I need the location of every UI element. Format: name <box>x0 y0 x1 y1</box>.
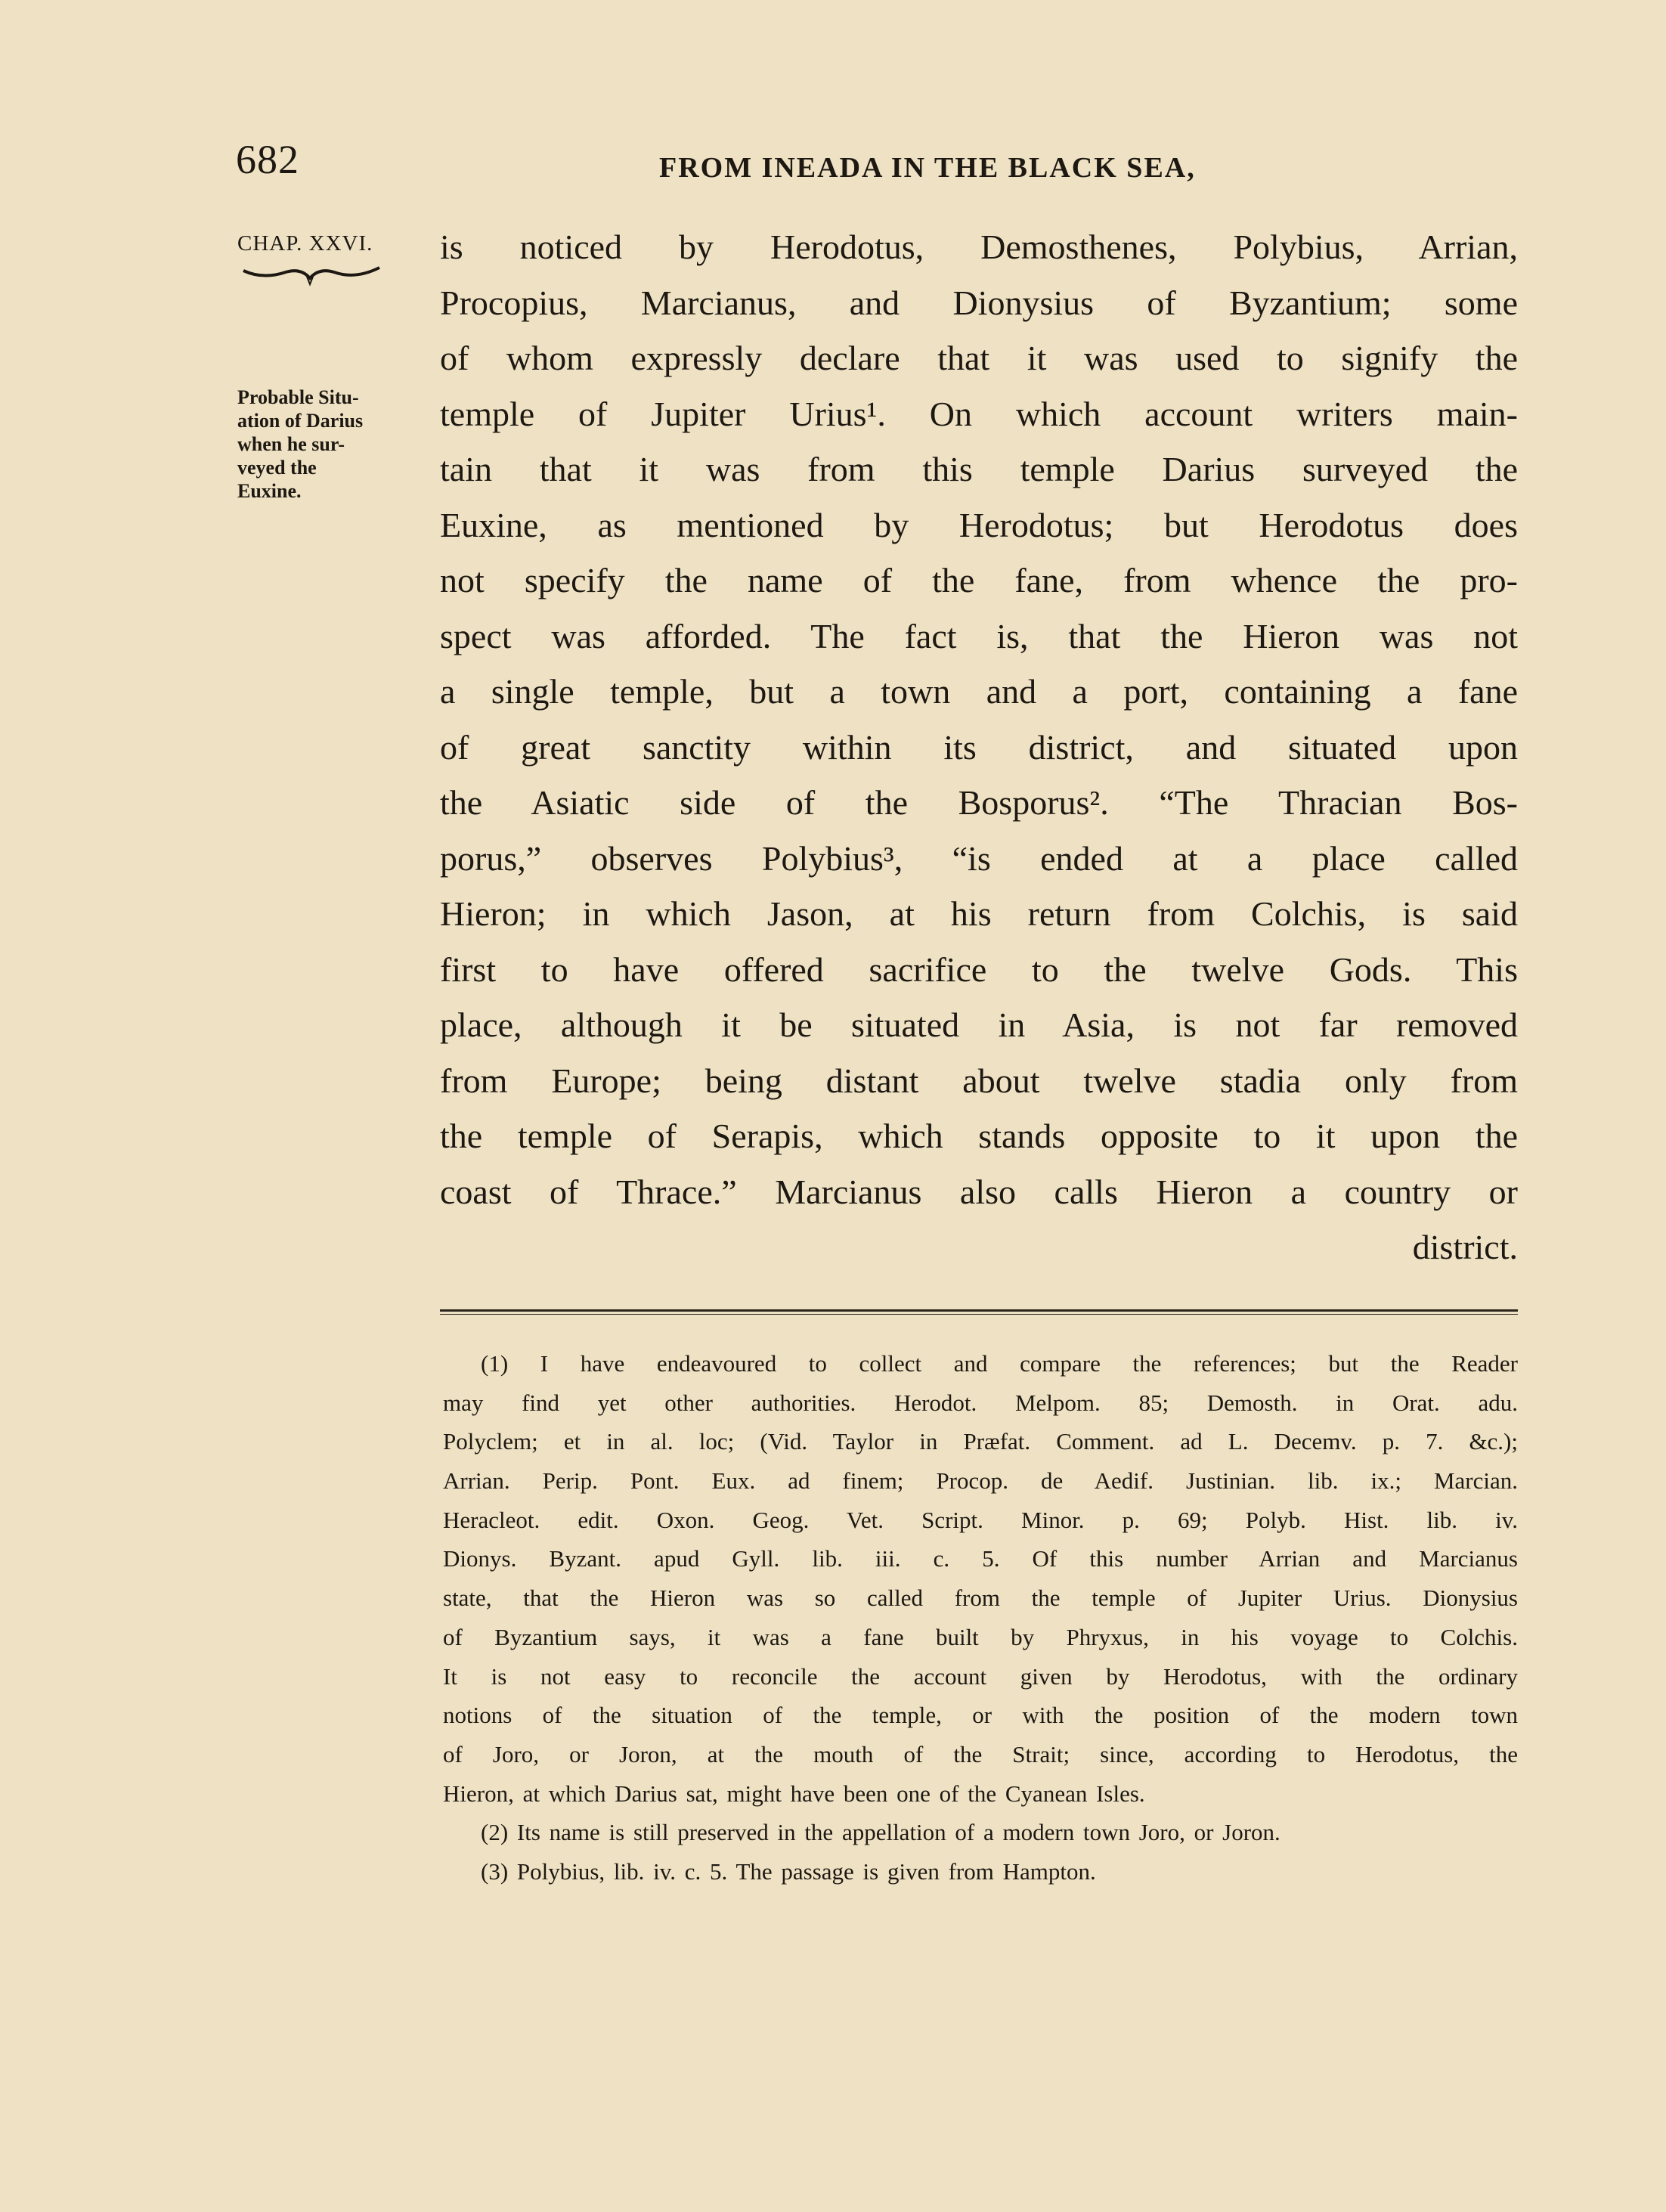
ornament-flourish <box>240 265 384 287</box>
text-line: coast of Thrace.” Marcianus also calls Hieron a country or <box>440 1172 1518 1211</box>
text-line: Hieron; in which Jason, at his return from Colchis, is said <box>440 894 1518 933</box>
footnote-line: Arrian. Perip. Pont. Eux. ad finem; Procop. de Aedif. Justinian. lib. ix.; Marcian. <box>443 1467 1518 1495</box>
text-line: Euxine, as mentioned by Herodotus; but Herodotus does <box>440 505 1518 544</box>
text-line: a single temple, but a town and a port, containing a fane <box>440 672 1518 711</box>
text-line: porus,” observes Polybius³, “is ended at a place called <box>440 838 1518 878</box>
text-line: district. <box>1412 1228 1518 1266</box>
text-line: from Europe; being distant about twelve stadia only from <box>440 1061 1518 1100</box>
text-line: not specify the name of the fane, from whence the pro- <box>440 561 1518 599</box>
footnote-line: notions of the situation of the temple, or with the position of the modern town <box>443 1702 1518 1729</box>
footnote-line: state, that the Hieron was so called from the temple of Jupiter Urius. Dionysius <box>443 1585 1518 1612</box>
footnote-line: may find yet other authorities. Herodot. Melpom. 85; Demosth. in Orat. adu. <box>443 1389 1518 1416</box>
footnote-line: It is not easy to reconcile the account given by Herodotus, with the ordinary <box>443 1662 1518 1690</box>
running-title: FROM INEADA IN THE BLACK SEA, <box>659 152 1196 184</box>
footnotes <box>443 1344 1518 1891</box>
footnote-line: Dionys. Byzant. apud Gyll. lib. iii. c. 5. Of this number Arrian and Marcianus <box>443 1545 1518 1572</box>
marginal-note-line: ation of Darius <box>237 410 364 432</box>
footnote-line: Heracleot. edit. Oxon. Geog. Vet. Script. Minor. p. 69; Polyb. Hist. lib. iv. <box>443 1506 1518 1533</box>
footnote-line: (1) I have endeavoured to collect and compare the references; but the Reader <box>481 1350 1518 1377</box>
text-line: the temple of Serapis, which stands opposite to it upon the <box>440 1117 1518 1155</box>
text-line: first to have offered sacrifice to the twelve Gods. This <box>440 950 1518 989</box>
footnote-line: (3) Polybius, lib. iv. c. 5. The passage is given from Hampton. <box>481 1857 1096 1885</box>
marginal-note <box>237 386 426 503</box>
footnote-line: Polyclem; et in al. loc; (Vid. Taylor in Præfat. Comment. ad L. Decemv. p. 7. &c.); <box>443 1428 1518 1455</box>
main-text <box>440 219 1518 1275</box>
text-line: Procopius, Marcianus, and Dionysius of Byzantium; some <box>440 283 1518 322</box>
marginal-note-line: when he sur- <box>237 433 345 455</box>
text-line: place, although it be situated in Asia, is not far removed <box>440 1005 1518 1044</box>
text-line: temple of Jupiter Urius¹. On which account writers main- <box>440 394 1518 433</box>
marginal-note-line: Probable Situ- <box>237 386 359 408</box>
page-number: 682 <box>236 137 299 182</box>
marginal-note-line: Euxine. <box>237 480 302 502</box>
footnote-divider <box>440 1309 1518 1315</box>
marginal-note-line: veyed the <box>237 457 317 479</box>
text-line: spect was afforded. The fact is, that the Hieron was not <box>440 616 1518 655</box>
text-line: of whom expressly declare that it was used to signify the <box>440 339 1518 377</box>
footnote-line: of Joro, or Joron, at the mouth of the Strait; since, according to Herodotus, the <box>443 1740 1518 1767</box>
footnote-line: of Byzantium says, it was a fane built by Phryxus, in his voyage to Colchis. <box>443 1623 1518 1650</box>
text-line: tain that it was from this temple Darius surveyed the <box>440 450 1518 488</box>
chapter-label: CHAP. XXVI. <box>237 231 373 256</box>
footnote-line: Hieron, at which Darius sat, might have been one of the Cyanean Isles. <box>443 1780 1145 1807</box>
footnote-line: (2) Its name is still preserved in the appellation of a modern town Joro, or Joron. <box>481 1819 1280 1846</box>
text-line: is noticed by Herodotus, Demosthenes, Polybius, Arrian, <box>440 228 1518 266</box>
text-line: of great sanctity within its district, and situated upon <box>440 727 1518 767</box>
text-line: the Asiatic side of the Bosporus². “The Thracian Bos- <box>440 783 1518 822</box>
